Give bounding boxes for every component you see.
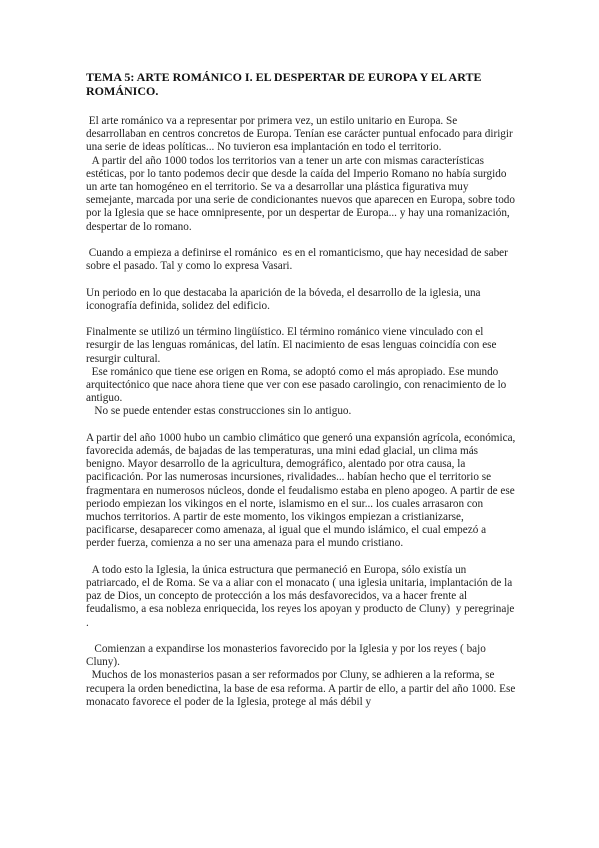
- paragraph-8: A partir del año 1000 hubo un cambio climático que generó una expansión agrícola, económica, favorecida además, de bajadas de las temperaturas, una mini edad glacial, un clima más benigno. Mayor desarrollo de la agricultura, demográfico, alentado por otra causa, la pacificación. Por las numerosas incursiones, rivalidades... habían hecho que el territorio se fragmentara en numerosos núcleos, donde el feudalismo estaba en pleno apogeo. A partir de ese periodo empiezan los vikingos en el norte, islamismo en el sur... los cuales arrasaron con muchos territorios. A partir de este momento, los vikingos empiezan a cristianizarse, pacificarse, desaparecer como amenaza, al igual que el mundo islámico, el cual empezó a perder fuerza, comienza a no ser una amenaza para el mundo cristiano.: [86, 431, 519, 550]
- document-title: TEMA 5: ARTE ROMÁNICO I. EL DESPERTAR DE EUROPA Y EL ARTE ROMÁNICO.: [86, 70, 482, 98]
- paragraph-11: Muchos de los monasterios pasan a ser reformados por Cluny, se adhieren a la reforma, se recupera la orden benedictina, la base de esa reforma. A partir de ello, a partir del año 1000. Ese monacato favorece el poder de la Iglesia, protege al más débil y: [86, 669, 519, 708]
- paragraph-2: A partir del año 1000 todos los territorios van a tener un arte con mismas características estéticas, por lo tanto podemos decir que desde la caída del Imperio Romano no había surgido un arte tan homogéneo en el territorio. Se va a desarrollar una plástica figurativa muy semejante, marcada por una serie de condicionantes nuevos que aparecen en Europa, sobre todo por la Iglesia que se hace omnipresente, por un despertar de Europa... y hay una romanización, despertar de lo romano.: [86, 154, 518, 233]
- paragraph-5: Finalmente se utilizó un término lingüístico. El término románico viene vinculado con el resurgir de las lenguas románicas, del latín. El nacimiento de esas lenguas coincidía con ese resurgir cultural.: [86, 326, 500, 365]
- paragraph-1: El arte románico va a representar por primera vez, un estilo unitario en Europa. Se desarrollaban en centros concretos de Europa. Tenían ese carácter puntual enfocado para dirigir una serie de ideas políticas... No tuvieron esa implantación en todo el territorio.: [86, 115, 516, 154]
- document-body: [86, 70, 520, 709]
- paragraph-3: Cuando a empieza a definirse el románico es en el romanticismo, que hay necesidad de saber sobre el pasado. Tal y como lo expresa Vasari.: [86, 247, 511, 273]
- paragraph-10: Comienzan a expandirse los monasterios favorecido por la Iglesia y por los reyes ( bajo Cluny).: [86, 643, 489, 669]
- paragraph-9: A todo esto la Iglesia, la única estructura que permaneció en Europa, sólo existía un patriarcado, el de Roma. Se va a aliar con el monacato ( una iglesia unitaria, implantación de la paz de Dios, un concepto de protección a los más desfavorecidos, va a hacer frente al feudalismo, a esa nobleza enriquecida, los reyes los apoyan y producto de Cluny) y peregrinaje .: [86, 563, 520, 629]
- paragraph-7: No se puede entender estas construcciones sin lo antiguo.: [86, 405, 352, 418]
- paragraph-6: Ese románico que tiene ese origen en Roma, se adoptó como el más apropiado. Ese mundo arquitectónico que nace ahora tiene que ver con ese pasado carolingio, con renacimiento de lo antiguo.: [86, 365, 510, 405]
- paragraph-4: Un periodo en lo que destacaba la aparición de la bóveda, el desarrollo de la iglesia, una iconografía definida, solidez del edificio.: [86, 286, 484, 312]
